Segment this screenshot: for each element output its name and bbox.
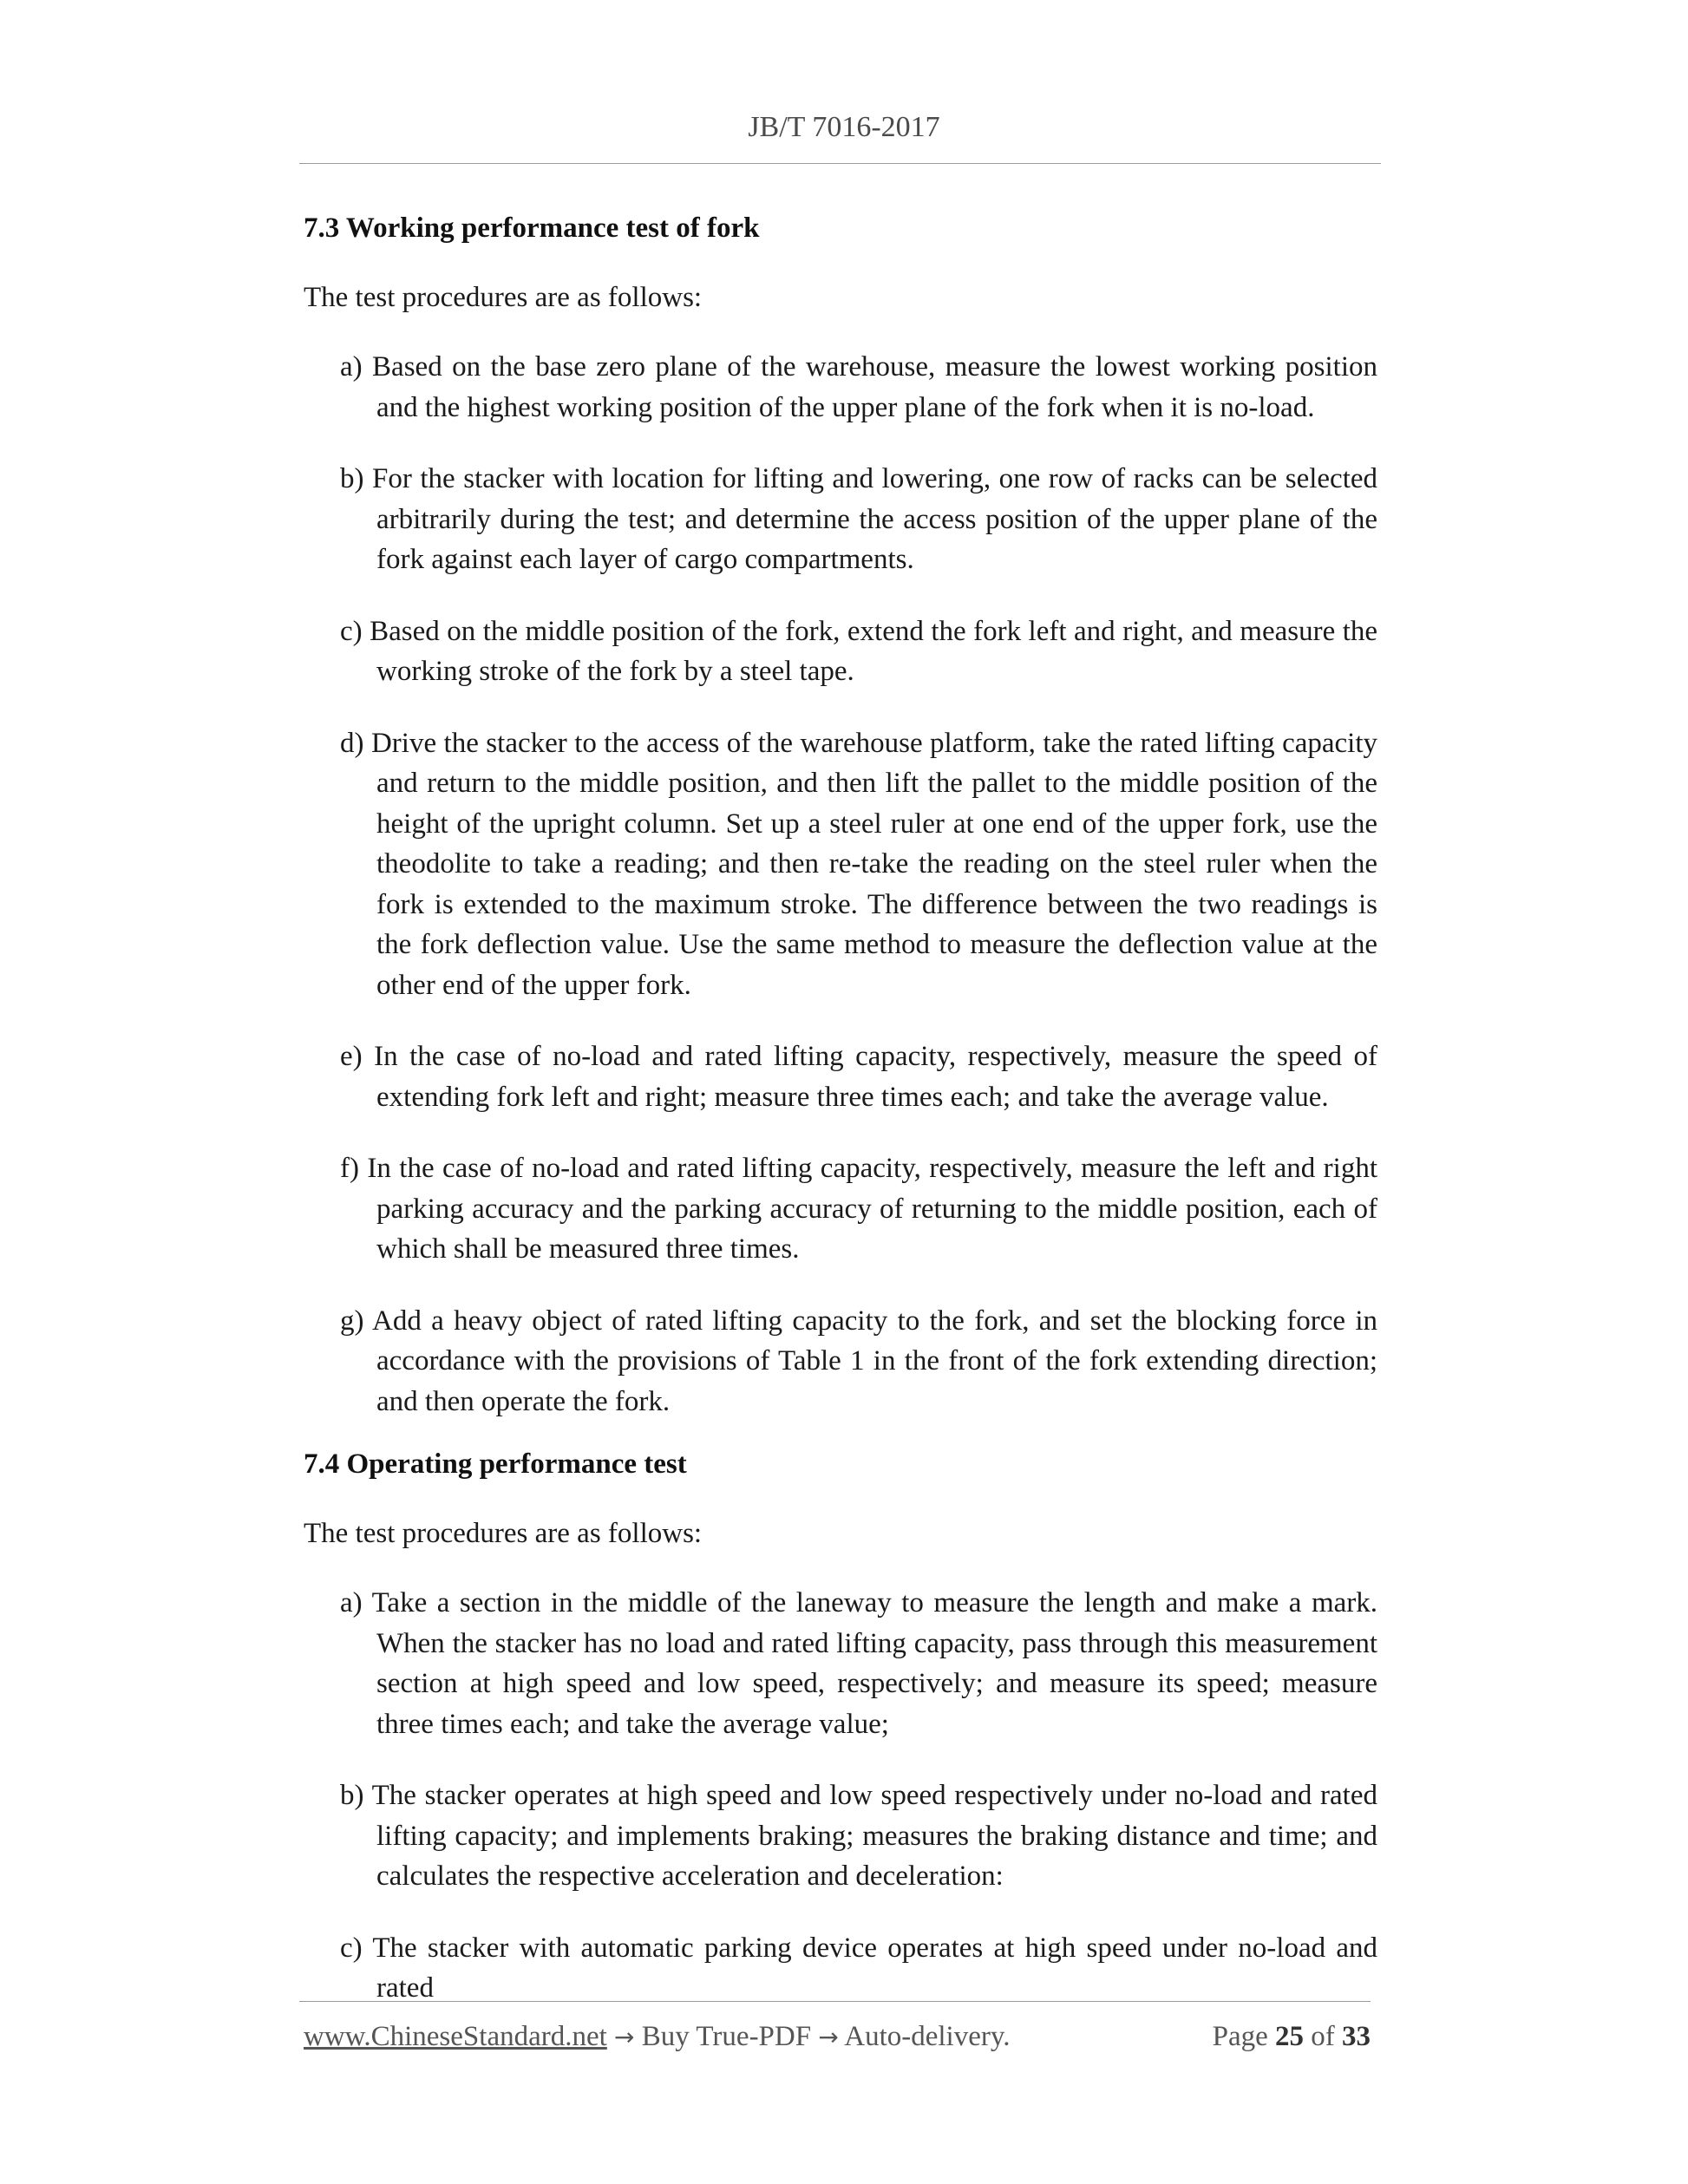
list-item bbox=[304, 1301, 1377, 1422]
header-divider bbox=[299, 163, 1381, 164]
footer-promo bbox=[304, 2021, 1010, 2053]
site-link[interactable]: www.ChineseStandard.net bbox=[304, 2021, 607, 2052]
item-text: For the stacker with location for lifting and lowering, one row of racks can be selected arbitrarily during the test; and determine the access position of the upper plane of the fork against each layer of cargo compartments. bbox=[372, 463, 1378, 575]
procedure-list bbox=[304, 1583, 1377, 2009]
item-text: Add a heavy object of rated lifting capacity to the fork, and set the blocking force in accordance with the provisions of Table 1 in the front of the fork extending direction; and then operate the fork. bbox=[372, 1305, 1377, 1417]
item-letter: b) bbox=[340, 1780, 364, 1811]
item-letter: c) bbox=[340, 615, 363, 647]
item-text: Based on the middle position of the fork, extend the fork left and right, and measure the working stroke of the fork by a steel tape. bbox=[370, 615, 1378, 687]
item-letter: f) bbox=[340, 1153, 359, 1184]
footer-divider bbox=[299, 2001, 1371, 2002]
arrow-right-icon: → bbox=[818, 2023, 839, 2051]
list-item bbox=[304, 1928, 1377, 2009]
item-letter: a) bbox=[340, 1587, 363, 1618]
item-text: The stacker with automatic parking device operates at high speed under no-load and rated bbox=[372, 1932, 1378, 2004]
item-letter: c) bbox=[340, 1932, 363, 1964]
item-text: In the case of no-load and rated lifting capacity, respectively, measure the speed of extending fork left and right; measure three times each; and take the average value. bbox=[374, 1041, 1377, 1113]
item-letter: g) bbox=[340, 1305, 364, 1337]
list-item bbox=[304, 1583, 1377, 1744]
list-item bbox=[304, 1036, 1377, 1117]
list-item bbox=[304, 1148, 1377, 1270]
list-item bbox=[304, 611, 1377, 692]
current-page: 25 bbox=[1275, 2021, 1304, 2052]
document-code-header: JB/T 7016-2017 bbox=[748, 111, 940, 143]
total-pages: 33 bbox=[1342, 2021, 1371, 2052]
arrow-right-icon: → bbox=[614, 2023, 635, 2051]
list-item bbox=[304, 459, 1377, 580]
item-letter: b) bbox=[340, 463, 364, 494]
page-number bbox=[1213, 2021, 1371, 2053]
page-word: Page bbox=[1212, 2021, 1268, 2052]
item-text: In the case of no-load and rated lifting capacity, respectively, measure the left and right parking accuracy and the parking accuracy of returning to the middle position, each of which shall be measured three times. bbox=[367, 1153, 1377, 1265]
item-text: Based on the base zero plane of the warehouse, measure the lowest working position and the highest working position of the upper plane of the fork when it is no-load. bbox=[372, 351, 1377, 423]
list-item bbox=[304, 1775, 1377, 1897]
item-letter: e) bbox=[340, 1041, 363, 1072]
delivery-text: Auto-delivery. bbox=[844, 2021, 1011, 2052]
section-7-3 bbox=[304, 208, 1377, 1422]
section-intro: The test procedures are as follows: bbox=[304, 282, 703, 313]
procedure-list bbox=[304, 347, 1377, 1422]
buy-text: Buy True-PDF bbox=[641, 2021, 812, 2052]
section-heading: 7.3 Working performance test of fork bbox=[304, 213, 760, 244]
item-text: Take a section in the middle of the laneway to measure the length and make a mark. When the stacker has no load and rated lifting capacity, pass through this measurement section at high speed and low speed, respectively; and measure its speed; measure three times each; and take the average value; bbox=[371, 1587, 1378, 1740]
item-text: Drive the stacker to the access of the warehouse platform, take the rated lifting capacity and return to the middle position, and then lift the pallet to the middle position of the height of the upright column. Set up a steel ruler at one end of the upper fork, use the theodolite to take a reading; and then re-take the reading on the steel ruler when the fork is extended to the maximum stroke. The difference between the two readings is the fork deflection value. Use the same method to measure the deflection value at the other end of the upper fork. bbox=[370, 727, 1377, 1001]
section-intro: The test procedures are as follows: bbox=[304, 1518, 703, 1549]
section-heading: 7.4 Operating performance test bbox=[304, 1448, 687, 1480]
of-word: of bbox=[1311, 2021, 1335, 2052]
item-letter: a) bbox=[340, 351, 363, 383]
item-text: The stacker operates at high speed and low speed respectively under no-load and rated lifting capacity; and implements braking; measures the braking distance and time; and calculates the respective acceleration and deceleration: bbox=[371, 1780, 1377, 1892]
section-7-4 bbox=[304, 1444, 1377, 2009]
page-content bbox=[304, 208, 1377, 2009]
list-item bbox=[304, 723, 1377, 1006]
item-letter: d) bbox=[340, 727, 364, 759]
list-item bbox=[304, 347, 1377, 428]
